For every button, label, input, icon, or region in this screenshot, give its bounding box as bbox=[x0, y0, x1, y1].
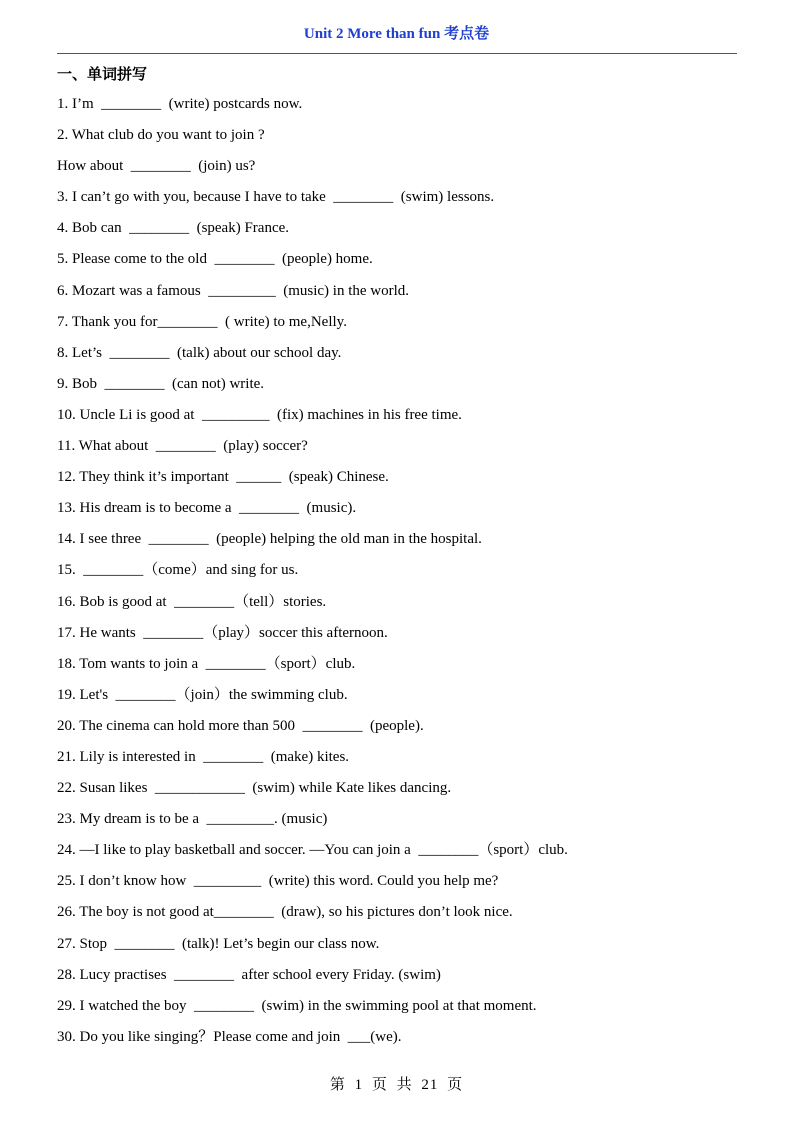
question-item: 10. Uncle Li is good at _________ (fix) machines in his free time. bbox=[57, 406, 462, 423]
question-item: 19. Let's ________（join）the swimming club. bbox=[57, 686, 348, 703]
question-item: 15. ________（come）and sing for us. bbox=[57, 562, 299, 579]
question-item: 25. I don’t know how _________ (write) this word. Could you help me? bbox=[57, 873, 499, 890]
question-item: 12. They think it’s important ______ (speak) Chinese. bbox=[57, 469, 389, 486]
page-number: 1 bbox=[354, 1077, 364, 1093]
question-item: 24. —I like to play basketball and soccer. —You can join a ________（sport）club. bbox=[57, 842, 568, 859]
question-item: 28. Lucy practises ________ after school every Friday. (swim) bbox=[57, 966, 441, 983]
question-item: 4. Bob can ________ (speak) France. bbox=[57, 220, 290, 237]
question-item: 26. The boy is not good at________ (draw), so his pictures don’t look nice. bbox=[57, 904, 513, 921]
page-header-title: Unit 2 More than fun 考点卷 bbox=[303, 26, 490, 42]
question-item: 30. Do you like singing？Please come and join ___(we). bbox=[57, 1028, 402, 1045]
footer-text: 第 bbox=[329, 1077, 346, 1093]
question-item: 11. What about ________ (play) soccer? bbox=[57, 438, 308, 455]
question-item: 13. His dream is to become a ________ (music). bbox=[57, 500, 357, 517]
question-item: 7. Thank you for________ ( write) to me,Nelly. bbox=[57, 313, 347, 330]
question-item: 2. What club do you want to join ? bbox=[57, 127, 265, 144]
question-item: 29. I watched the boy ________ (swim) in the swimming pool at that moment. bbox=[57, 997, 537, 1014]
question-item: 23. My dream is to be a _________. (music) bbox=[57, 811, 328, 828]
footer-text: 页 bbox=[447, 1077, 464, 1093]
question-item: 8. Let’s ________ (talk) about our school day. bbox=[57, 344, 342, 361]
question-item: 14. I see three ________ (people) helping the old man in the hospital. bbox=[57, 531, 482, 548]
page-footer bbox=[0, 1073, 793, 1094]
page-total: 21 bbox=[421, 1077, 439, 1093]
question-list bbox=[57, 93, 747, 1057]
footer-text: 共 bbox=[396, 1077, 413, 1093]
header-divider bbox=[57, 53, 737, 54]
question-item: 20. The cinema can hold more than 500 ________ (people). bbox=[57, 717, 424, 734]
question-item: 3. I can’t go with you, because I have to take ________ (swim) lessons. bbox=[57, 189, 495, 206]
question-item: 18. Tom wants to join a ________（sport）club. bbox=[57, 655, 356, 672]
question-item: 5. Please come to the old ________ (people) home. bbox=[57, 251, 373, 268]
question-item: 21. Lily is interested in ________ (make) kites. bbox=[57, 748, 350, 765]
footer-text: 页 bbox=[371, 1077, 388, 1093]
question-item: 27. Stop ________ (talk)! Let’s begin our class now. bbox=[57, 935, 380, 952]
question-item: 1. I’m ________ (write) postcards now. bbox=[57, 96, 303, 112]
question-item: 16. Bob is good at ________（tell）stories. bbox=[57, 593, 327, 610]
section-title: 一、单词拼写 bbox=[57, 65, 148, 83]
question-item: 9. Bob ________ (can not) write. bbox=[57, 375, 265, 392]
question-item: How about ________ (join) us? bbox=[57, 158, 256, 175]
question-item: 22. Susan likes ____________ (swim) while Kate likes dancing. bbox=[57, 780, 452, 797]
question-item: 17. He wants ________（play）soccer this afternoon. bbox=[57, 624, 388, 641]
question-item: 6. Mozart was a famous _________ (music) in the world. bbox=[57, 282, 410, 299]
